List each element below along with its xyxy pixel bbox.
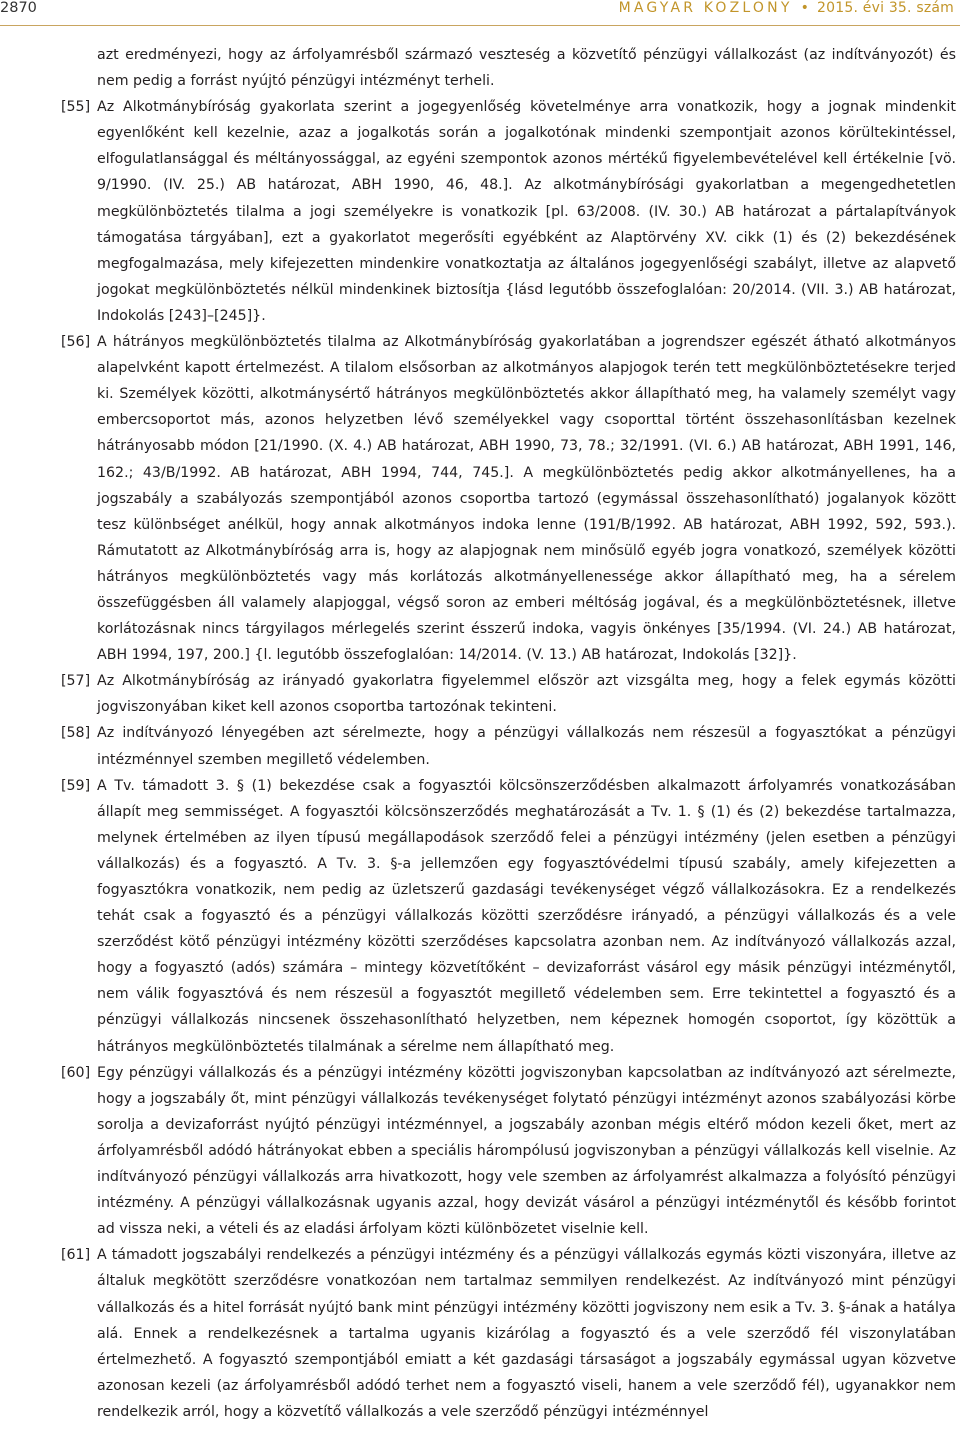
paragraph-number: [59]	[61, 777, 91, 794]
paragraph-56	[0, 329, 960, 668]
paragraph-number: [61]	[61, 1247, 91, 1264]
document-body	[0, 42, 960, 1425]
paragraph-continuation	[0, 42, 960, 94]
paragraph-number	[0, 42, 97, 94]
header-rule	[0, 25, 960, 26]
paragraph-text: Az Alkotmánybíróság gyakorlata szerint a jogegyenlőség követelménye arra vonatkozik, hogy a jognak mindenkit egyenlőként kell kezelnie, azaz a jogalkotás során a jogalkotónak mindenki szempontjait azonos körültekintéssel, elfogulatlansággal és méltányossággal, az egyéni szempontok azonos mértékű figyelembevételével kell értékelnie [vö. 9/1990. (IV. 25.) AB határozat, ABH 1990, 46, 48.]. Az alkotmánybírósági gyakorlatban a megengedhetetlen megkülönböztetés tilalma a jogi személyekre is vonatkozik [pl. 63/2008. (IV. 30.) AB határozat a pártalapítványok támogatása tárgyában], ezt a gyakorlatot megerősíti egyébként az Alaptörvény XV. cikk (1) és (2) bekezdésének megfogalmazása, mely kifejezetten mindenkire vonatkoztatja az általános jogegyenlőségi szabályt, illetve az alapvető jogokat megkülönböztetés nélkül mindenkinek biztosítja {lásd legutóbb összefoglalóan: 20/2014. (VII. 3.) AB határozat, Indokolás [243]–[245]}.	[97, 99, 956, 324]
paragraph-58	[0, 720, 960, 772]
paragraph-number: [57]	[61, 673, 91, 690]
paragraph-number: [58]	[61, 725, 91, 742]
journal-title: MAGYAR KÖZLÖNY	[618, 0, 793, 16]
paragraph-55	[0, 94, 960, 329]
paragraph-text: azt eredményezi, hogy az árfolyamrésből származó veszteség a közvetítő pénzügyi vállalkozást (az indítványozót) és nem pedig a forrást nyújtó pénzügyi intézményt terheli.	[97, 47, 956, 90]
paragraph-text: A hátrányos megkülönböztetés tilalma az Alkotmánybíróság gyakorlatában a jogrendszer egészét átható alkotmányos alapelvként kapott értelmezést. A tilalom elsősorban az alkotmányos alapjogok terén tett megkülönböztetésekre terjed ki. Személyek közötti, alkotmánysértő hátrányos megkülönböztetés akkor állapítható meg, ha valamely személyt vagy embercsoportot más, azonos helyzetben lévő személyekkel vagy csoporttal történt összehasonlításban kezelnek hátrányosabb módon [21/1990. (X. 4.) AB határozat, ABH 1990, 73, 78.; 32/1991. (VI. 6.) AB határozat, ABH 1991, 146, 162.; 43/B/1992. AB határozat, ABH 1994, 744, 745.]. A megkülönböztetés pedig akkor alkotmányellenes, ha a jogszabály a szabályozás szempontjából azonos csoportba tartozó (egymással összehasonlítható) jogalanyok között tesz különbséget anélkül, hogy annak alkotmányos indoka lenne (191/B/1992. AB határozat, ABH 1992, 592, 593.). Rámutatott az Alkotmánybíróság arra is, hogy az alapjognak nem minősülő egyéb jogra vonatkozó, személyek közötti hátrányos megkülönböztetés vagy más korlátozás alkotmányellenessége akkor állapítható meg, ha a sérelem összefüggésben áll valamely alapjoggal, végső soron az emberi méltóság jogával, és a megkülönböztetésnek, illetve korlátozásnak nincs tárgyilagos mérlegelés szerint ésszerű indoka, vagyis önkényes [35/1994. (VI. 24.) AB határozat, ABH 1994, 197, 200.] {l. legutóbb összefoglalóan: 14/2014. (V. 13.) AB határozat, Indokolás [32]}.	[97, 334, 956, 664]
paragraph-60	[0, 1060, 960, 1243]
page-number: 2870	[0, 0, 37, 16]
paragraph-number: [56]	[61, 334, 91, 351]
header-separator: •	[800, 0, 810, 16]
paragraph-text: Egy pénzügyi vállalkozás és a pénzügyi intézmény közötti jogviszonyban kapcsolatban az indítványozó azt sérelmezte, hogy a jogszabály őt, mint pénzügyi vállalkozás tevékenységet folytató pénzügyi intézményt azonos szabályozási körbe sorolja a devizaforrást nyújtó pénzügyi intézménnyel, a jogszabály azonban mégis eltérő módon kezeli őket, mert az árfolyamrésből adódó hátrányokat ebben a speciális hárompólusú jogviszonyban a pénzügyi vállalkozás kell viselnie. Az indítványozó pénzügyi vállalkozás arra hivatkozott, hogy vele szemben az árfolyamrést alkalmazza a folyósító pénzügyi intézmény. A pénzügyi vállalkozásnak ugyanis azzal, hogy devizát vásárol a pénzügyi intézménytől és később forintot ad vissza neki, a vételi és az eladási árfolyam közti különbözetet viselnie kell.	[97, 1064, 956, 1238]
page-header	[0, 0, 960, 26]
paragraph-text: Az Alkotmánybíróság az irányadó gyakorlatra figyelemmel először azt vizsgálta meg, hogy a felek egymás közötti jogviszonyában kiket kell azonos csoportba tartozónak tekinteni.	[97, 673, 956, 716]
paragraph-text: Az indítványozó lényegében azt sérelmezte, hogy a pénzügyi vállalkozás nem részesül a fogyasztókat a pénzügyi intézménnyel szemben megillető védelemben.	[97, 725, 956, 768]
paragraph-number: [60]	[61, 1064, 91, 1081]
paragraph-61	[0, 1242, 960, 1425]
paragraph-text: A támadott jogszabályi rendelkezés a pénzügyi intézmény és a pénzügyi vállalkozás egymás közti viszonyára, illetve az általuk megkötött szerződésre vonatkozóan nem tartalmaz semmilyen rendelkezést. Az indítványozó mint pénzügyi vállalkozás és a hitel forrását nyújtó bank mint pénzügyi intézmény közötti jogviszony nem esik a Tv. 3. §-ának a hatálya alá. Ennek a rendelkezésnek a tartalma ugyanis kizárólag a fogyasztó és a vele szerződő fél viszonylatában értelmezhető. A fogyasztó szempontjából emiatt a két gazdasági társaságot a jogszabály egymással ugyan közvetve azonosan kezeli (az árfolyamrésből adódó terhet nem a fogyasztó viseli, hanem a vele szerződő fél), ugyanakkor nem rendelkezik arról, hogy a közvetítő vállalkozás a vele szerződő pénzügyi intézménnyel	[97, 1247, 956, 1420]
journal-header	[619, 0, 954, 16]
paragraph-59	[0, 773, 960, 1060]
paragraph-number: [55]	[61, 99, 91, 116]
paragraph-text: A Tv. támadott 3. § (1) bekezdése csak a fogyasztói kölcsönszerződésben alkalmazott árfolyamrés vonatkozásában állapít meg semmisséget. A fogyasztói kölcsönszerződés meghatározását a Tv. 1. § (1) és (2) bekezdése tartalmazza, melynek értelmében az ilyen típusú megállapodások szerződő felei a pénzügyi intézmény (jelen esetben a pénzügyi vállalkozás) és a fogyasztó. A Tv. 3. §-a jellemzően egy fogyasztóvédelmi típusú szabály, amely kifejezetten a fogyasztókra vonatkozik, nem pedig az üzletszerű gazdasági tevékenységet végző vállalkozásokra. Ez a rendelkezés tehát csak a fogyasztó és a pénzügyi vállalkozás közötti szerződésre irányadó, a pénzügyi vállalkozás és a vele szerződést kötő pénzügyi intézmény közötti szerződéses kapcsolatra azonban nem. Az indítványozó vállalkozás azzal, hogy a fogyasztó (adós) számára – mintegy közvetítőként – devizaforrást vásárol egy másik pénzügyi intézménytől, nem válik fogyasztóvá és nem részesül a fogyasztót megillető védelemben sem. Erre tekintettel a fogyasztó és a pénzügyi vállalkozás nincsenek összehasonlítható helyzetben, nem képeznek homogén csoportot, így közöttük a hátrányos megkülönböztetés tilalmának a sérelme nem állapítható meg.	[97, 777, 956, 1055]
paragraph-57	[0, 668, 960, 720]
issue-label: 2015. évi 35. szám	[817, 0, 954, 16]
